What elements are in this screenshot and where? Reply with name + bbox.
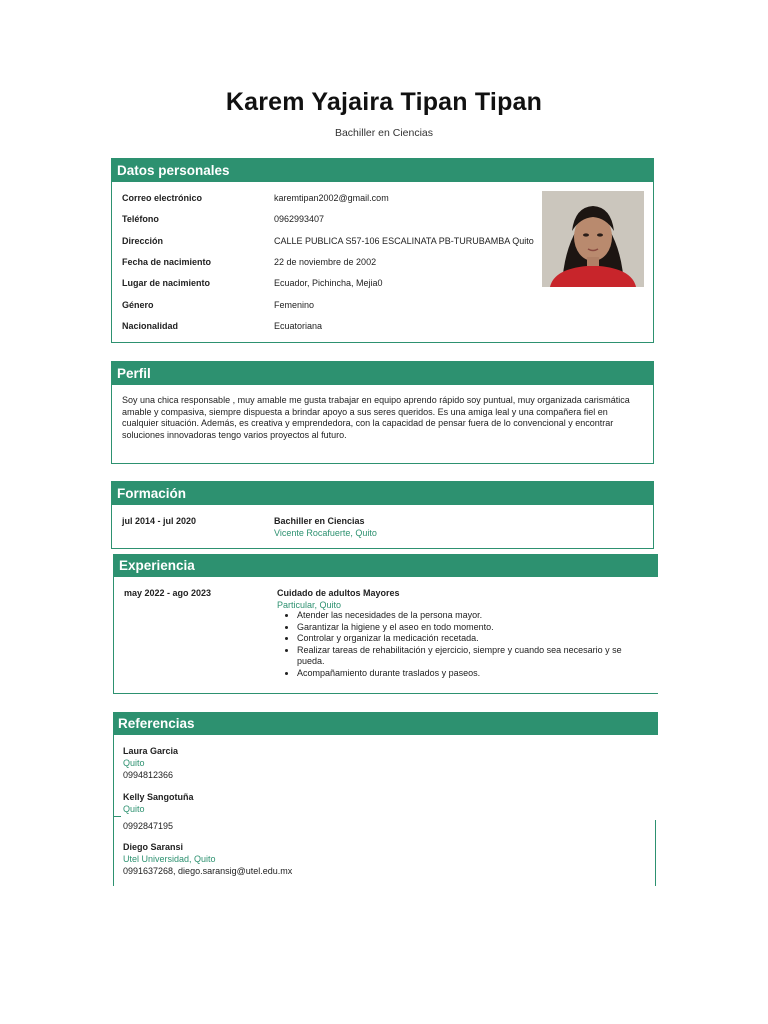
label-phone: Teléfono: [122, 214, 159, 224]
reference-place: Quito: [123, 804, 145, 814]
label-email: Correo electrónico: [122, 193, 203, 203]
reference-contact: 0992847195: [123, 821, 174, 831]
divider: [113, 816, 121, 817]
section-education: [111, 481, 654, 549]
list-item: • Acompañamiento durante traslados y paseos.: [297, 668, 647, 680]
experience-task-list: [279, 610, 647, 679]
person-photo-icon: [542, 191, 644, 287]
section-heading: Perfil: [112, 362, 653, 385]
value-address: CALLE PUBLICA S57-106 ESCALINATA PB-TURUBAMBA Quito: [274, 236, 534, 246]
reference-contact: 0994812366: [123, 770, 174, 780]
education-school: Vicente Rocafuerte, Quito: [274, 528, 377, 538]
list-item: • Atender las necesidades de la persona mayor.: [297, 610, 647, 622]
value-gender: Femenino: [274, 300, 315, 310]
section-personal-data: [111, 158, 654, 343]
profile-text: Soy una chica responsable , muy amable me gusta trabajar en equipo aprendo rápido soy puntual, muy organizada carismática amable y compasiva, siempre dispuesta a brindar apoyo a sus seres queridos. Es una amiga leal y una compañera fiel en cualquier situación. Además, es creativa y emprendedora, con la capacidad de pensar fuera de lo convencional y encontrar soluciones innovadoras tengo varios proyectos al futuro.: [122, 395, 630, 440]
reference-place: Utel Universidad, Quito: [123, 854, 216, 864]
label-birthdate: Fecha de nacimiento: [122, 257, 212, 267]
section-profile: [111, 361, 654, 464]
section-heading: Experiencia: [114, 554, 658, 577]
reference-place: Quito: [123, 758, 145, 768]
experience-period: may 2022 - ago 2023: [124, 588, 212, 598]
label-gender: Género: [122, 300, 154, 310]
experience-employer: Particular, Quito: [277, 600, 342, 610]
candidate-title: Bachiller en Ciencias: [334, 127, 434, 139]
label-address: Dirección: [122, 236, 164, 246]
experience-role: Cuidado de adultos Mayores: [277, 588, 400, 598]
label-birthplace: Lugar de nacimiento: [122, 278, 211, 288]
education-period: jul 2014 - jul 2020: [122, 516, 197, 526]
section-heading: Formación: [112, 482, 653, 505]
value-birthplace: Ecuador, Pichincha, Mejia0: [274, 278, 383, 288]
candidate-name: Karem Yajaira Tipan Tipan: [225, 88, 543, 116]
reference-name: Diego Saransi: [123, 842, 184, 852]
list-item: • Garantizar la higiene y el aseo en todo momento.: [297, 622, 647, 634]
value-phone: 0962993407: [274, 214, 325, 224]
divider: [655, 820, 656, 886]
reference-contact: 0991637268, diego.saransig@utel.edu.mx: [123, 866, 293, 876]
label-nationality: Nacionalidad: [122, 321, 179, 331]
reference-name: Laura Garcia: [123, 746, 179, 756]
list-item: • Controlar y organizar la medicación recetada.: [297, 633, 647, 645]
value-birthdate: 22 de noviembre de 2002: [274, 257, 377, 267]
value-email: karemtipan2002@gmail.com: [274, 193, 389, 203]
profile-photo: [542, 191, 644, 287]
reference-name: Kelly Sangotuña: [123, 792, 194, 802]
list-item: • Realizar tareas de rehabilitación y ejercicio, siempre y cuando sea necesario y se pueda.: [297, 645, 647, 668]
section-heading: Datos personales: [112, 159, 653, 182]
divider: [113, 735, 114, 886]
value-nationality: Ecuatoriana: [274, 321, 323, 331]
section-references: [113, 712, 658, 886]
section-experience: [113, 554, 658, 694]
section-heading: Referencias: [113, 712, 658, 735]
education-degree: Bachiller en Ciencias: [274, 516, 365, 526]
